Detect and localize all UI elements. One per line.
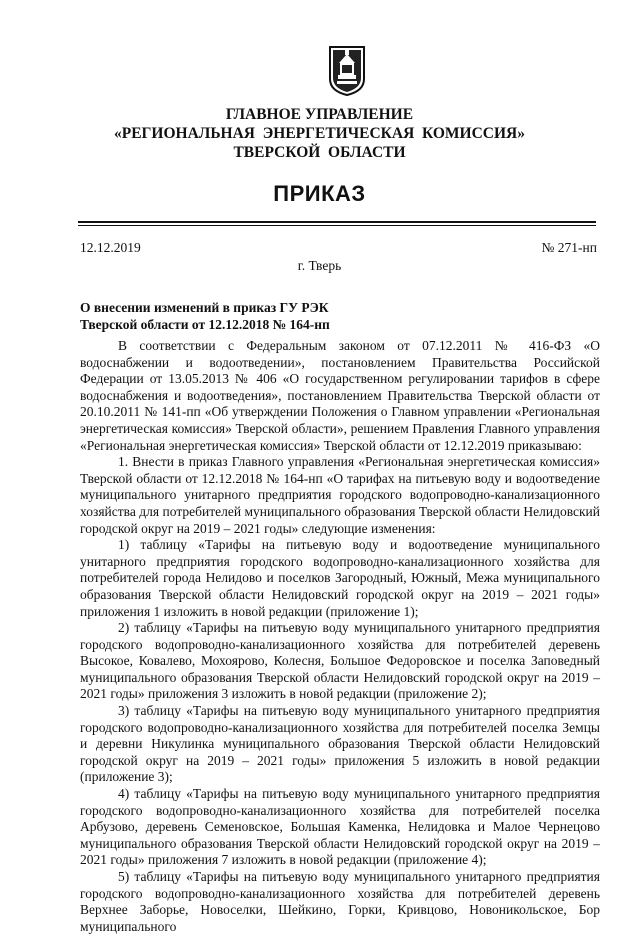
body-paragraph: 2) таблицу «Тарифы на питьевую воду муниципального унитарного предприятия городского водопроводно-канализационного хозяйства для потребителей деревень Высокое, Ковалево, Мохоярово, Колесня, Большое Федоровское и поселка Заповедный муниципального образования Тверской области Нелидовский городской округ на 2019 – 2021 годы» приложения 3 изложить в новой редакции (приложение 2);: [80, 620, 600, 702]
document-date: 12.12.2019: [80, 240, 141, 255]
issuer-line-1: ГЛАВНОЕ УПРАВЛЕНИЕ: [225, 106, 414, 123]
document-subject: [80, 299, 400, 333]
issuer-line-3: ТВЕРСКОЙ ОБЛАСТИ: [233, 144, 406, 161]
issuer-header: [0, 105, 639, 162]
document-title: ПРИКАЗ: [273, 181, 366, 206]
body-paragraph: 3) таблицу «Тарифы на питьевую воду муниципального унитарного предприятия городского водопроводно-канализационного хозяйства для потребителей поселка Земцы и деревни Никулинка муниципального образования Тверской области Нелидовский городской округ на 2019 – 2021 годы» приложения 5 изложить в новой редакции (приложение 3);: [80, 703, 600, 785]
document-body: [80, 338, 600, 935]
tver-coat-of-arms-icon: [328, 45, 366, 97]
body-paragraph: 4) таблицу «Тарифы на питьевую воду муниципального унитарного предприятия городского водопроводно-канализационного хозяйства для потребителей поселка Арбузово, деревень Семеновское, Большая Каменка, Нелидовка и Малое Чернецово муниципального образования Тверской области Нелидовский городской округ на 2019 – 2021 годы» приложения 7 изложить в новой редакции (приложение 4);: [80, 786, 600, 868]
document-number: № 271-нп: [541, 240, 597, 255]
body-paragraph: 1) таблицу «Тарифы на питьевую воду и водоотведение муниципального унитарного предприятия городского водопроводно-канализационного хозяйства для потребителей города Нелидово и поселков Загородный, Южный, Межа муниципального образования Тверской области Нелидовский городской округ на 2019 – 2021 годы» приложения 1 изложить в новой редакции (приложение 1);: [80, 537, 600, 619]
body-paragraph: 5) таблицу «Тарифы на питьевую воду муниципального унитарного предприятия городского водопроводно-канализационного хозяйства для потребителей деревень Верхнее Заборье, Новоселки, Шейкино, Горки, Кривцово, Новоникольское, Бор муниципального: [80, 869, 600, 934]
issuer-line-2: «РЕГИОНАЛЬНАЯ ЭНЕРГЕТИЧЕСКАЯ КОМИССИЯ»: [113, 125, 525, 142]
header-divider-thin: [78, 225, 596, 226]
header-divider: [78, 221, 596, 223]
body-paragraph: 1. Внести в приказ Главного управления «Региональная энергетическая комиссия» Тверской области от 12.12.2018 № 164-нп «О тарифах на питьевую воду и водоотведение муниципального унитарного предприятия городского водопроводно-канализационного хозяйства для потребителей муниципального образования Тверской области Нелидовский городской округ на 2019 – 2021 годы» следующие изменения:: [80, 454, 600, 536]
document-city: г. Тверь: [297, 258, 342, 273]
subject-line-1: О внесении изменений в приказ ГУ РЭК: [80, 300, 329, 315]
subject-line-2: Тверской области от 12.12.2018 № 164-нп: [80, 317, 330, 332]
body-paragraph: В соответствии с Федеральным законом от 07.12.2011 № 416-ФЗ «О водоснабжении и водоотведении», постановлением Правительства Российской Федерации от 13.05.2013 № 406 «О государственном регулировании тарифов в сфере водоснабжения и водоотведения», постановлением Правительства Тверской области от 20.10.2011 № 141-пп «Об утверждении Положения о Главном управлении «Региональная энергетическая комиссия» Тверской области», решением Правления Главного управления «Региональная энергетическая комиссия» Тверской области от 12.12.2019 приказываю:: [80, 338, 600, 453]
